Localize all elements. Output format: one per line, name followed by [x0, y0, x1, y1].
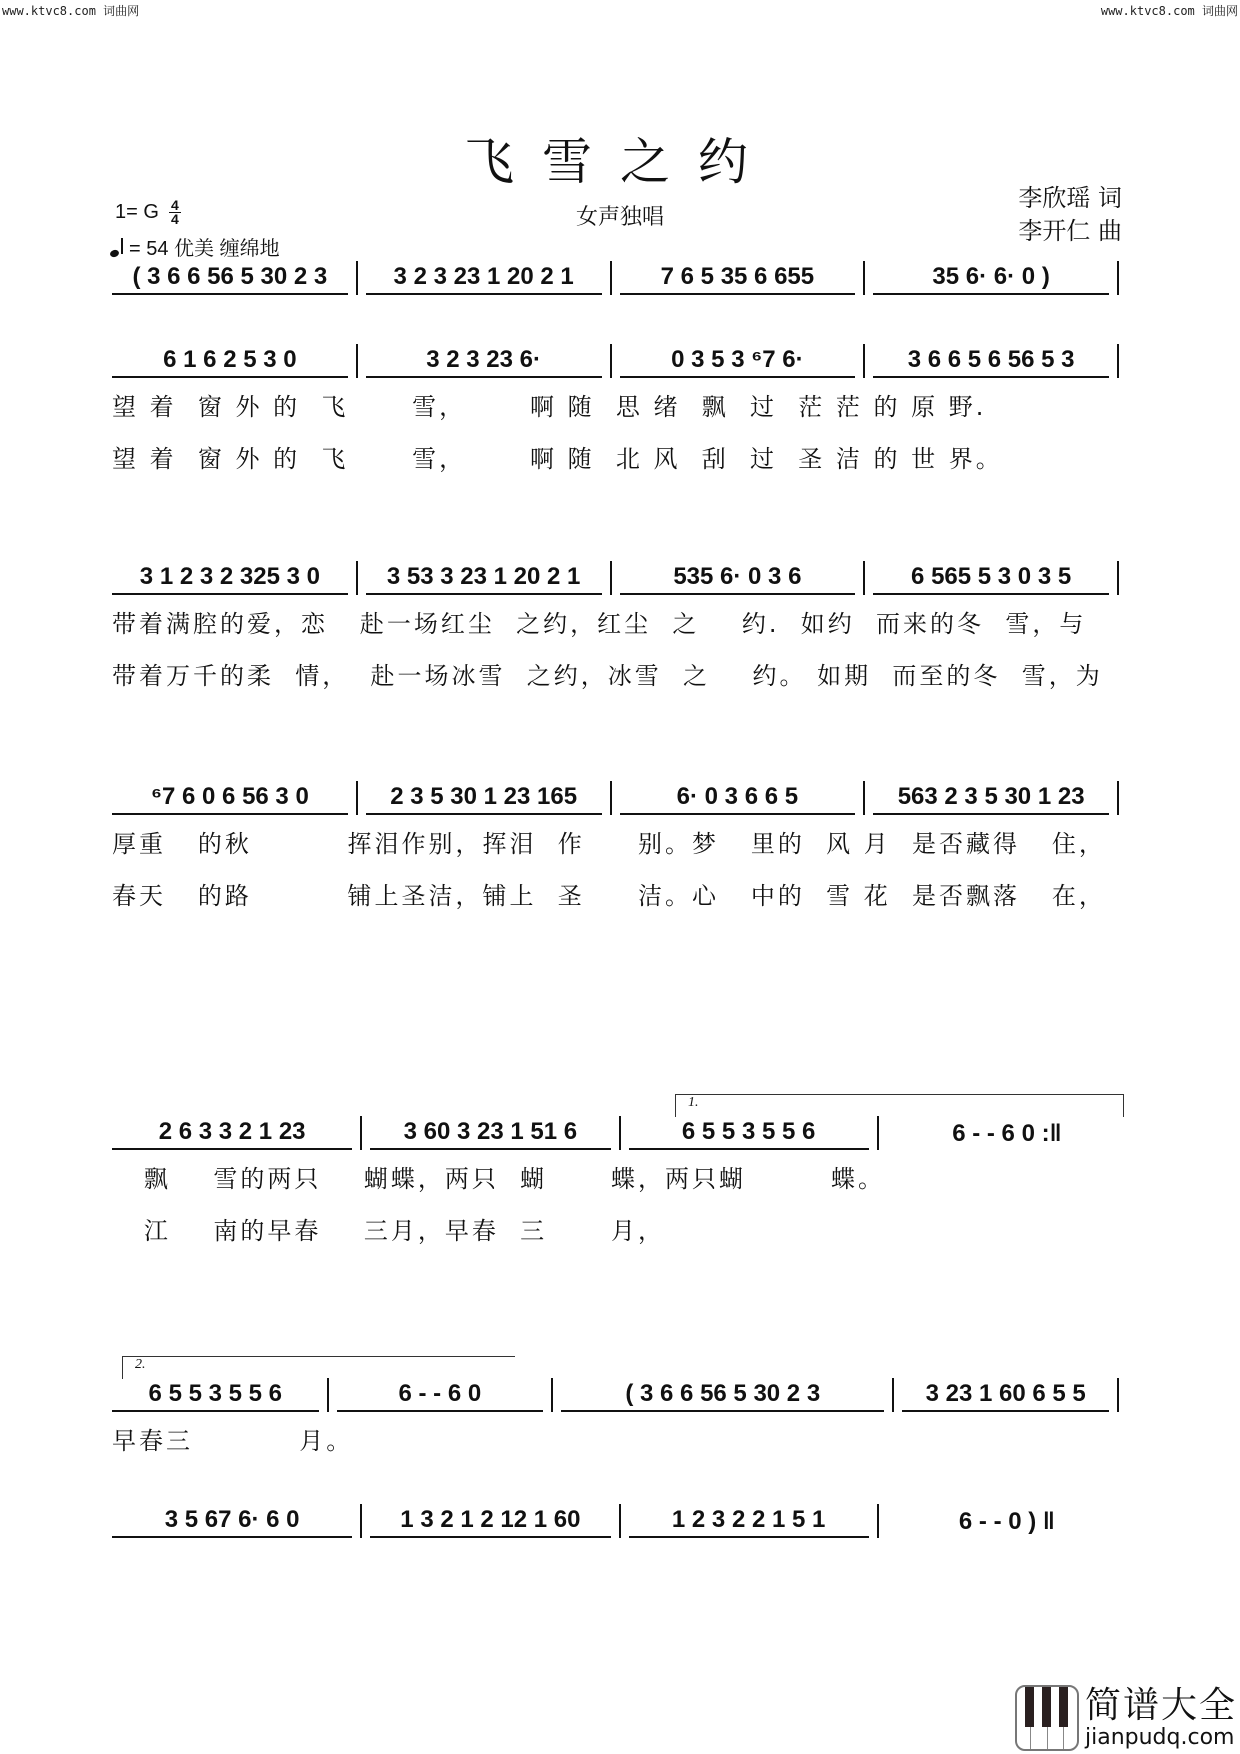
tempo-marking: = 54 优美 缠绵地: [129, 237, 280, 260]
measure: 1 2 3 2 2 1 5 1: [629, 1506, 869, 1538]
volta-2-bracket: 2.: [122, 1356, 515, 1379]
song-title: 飞雪之约: [464, 133, 776, 191]
measure: 3 5 67 6· 6 0: [112, 1506, 352, 1538]
measure: 2 3 5 30 1 23 165: [366, 783, 602, 815]
lyric-verse-1: 带着满腔的爱，恋 赴一场红尘 之约，红尘 之 约. 如约 而来的冬 雪，与: [112, 609, 1087, 638]
watermark-left: www.ktvc8.com 词曲网: [2, 4, 140, 18]
score-system-3: [112, 555, 1127, 699]
logo-text-url: jianpudq.com: [1085, 1724, 1235, 1750]
lyric-verse-2: 江 南的早春 三月，早春 三 月，: [112, 1216, 665, 1245]
measure: 6 - - 0 ) ‖: [958, 1508, 1055, 1535]
measure: ⁶7 6 0 6 56 3 0: [112, 783, 348, 815]
key-signature: 1= G: [115, 200, 159, 223]
measure: 0 3 5 3 ⁶7 6·: [620, 346, 856, 378]
time-sig-bottom: 4: [171, 210, 179, 227]
measure: 7 6 5 35 6 655: [620, 263, 856, 295]
measure: 6· 0 3 6 6 5: [620, 783, 856, 815]
measure: 6 1 6 2 5 3 0: [112, 346, 348, 378]
measure: 3 2 3 23 1 20 2 1: [366, 263, 602, 295]
lyricist: 李欣瑶 词: [1018, 184, 1122, 212]
logo-text-cn: 简谱大全: [1085, 1684, 1238, 1726]
score-system-1: [112, 255, 1127, 295]
score-system-5: [112, 1110, 1127, 1254]
composer: 李开仁 曲: [1018, 217, 1122, 245]
measure: 6 565 5 3 0 3 5: [873, 563, 1109, 595]
credits: [1018, 182, 1122, 248]
piano-keys-icon: [1015, 1685, 1079, 1751]
measure: 6 - - 6 0 :‖: [952, 1120, 1062, 1147]
score-system-2: [112, 338, 1127, 482]
measure: 6 5 5 3 5 5 6: [629, 1118, 869, 1150]
measure: ( 3 6 6 56 5 30 2 3: [561, 1380, 884, 1412]
measure: 6 - - 6 0: [337, 1380, 544, 1412]
measure: 2 6 3 3 2 1 23: [112, 1118, 352, 1150]
watermark-right: www.ktvc8.com 词曲网: [1100, 4, 1238, 18]
lyric-verse-2: 望 着 窗 外 的 飞 雪， 啊 随 北 风 刮 过 圣 洁 的 世 界。: [112, 444, 1003, 473]
lyric-verse-1: 厚重 的秋 挥泪作别，挥泪 作 别。梦 里的 风 月 是否藏得 住，: [112, 829, 1106, 858]
lyric-verse-2: 春天 的路 铺上圣洁，铺上 圣 洁。心 中的 雪 花 是否飘落 在，: [112, 881, 1106, 910]
measure: 3 60 3 23 1 51 6: [370, 1118, 610, 1150]
measure: 3 2 3 23 6·: [366, 346, 602, 378]
score-system-7: [112, 1498, 1127, 1538]
measure: 3 23 1 60 6 5 5: [902, 1380, 1109, 1412]
score-system-4: [112, 775, 1127, 919]
lyric-verse-1: 早春三 月。: [112, 1426, 354, 1455]
measure: 3 1 2 3 2 325 3 0: [112, 563, 348, 595]
time-sig-top: 4: [171, 196, 179, 213]
lyric-verse-1: 飘 雪的两只 蝴蝶，两只 蝴 蝶，两只蝴 蝶。: [112, 1164, 885, 1193]
score-system-6: [112, 1372, 1127, 1464]
measure: 535 6· 0 3 6: [620, 563, 856, 595]
performance-type: 女声独唱: [575, 205, 664, 230]
measure: 1 3 2 1 2 12 1 60: [370, 1506, 610, 1538]
lyric-verse-1: 望 着 窗 外 的 飞 雪， 啊 随 思 绪 飘 过 茫 茫 的 原 野.: [112, 392, 987, 421]
measure: 563 2 3 5 30 1 23: [873, 783, 1109, 815]
lyric-verse-2: 带着万千的柔 情， 赴一场冰雪 之约，冰雪 之 约。 如期 而至的冬 雪，为: [112, 661, 1103, 690]
measure: ( 3 6 6 56 5 30 2 3: [112, 263, 348, 295]
quarter-note-icon: [115, 238, 123, 254]
volta-1-bracket: 1.: [675, 1094, 1124, 1117]
site-logo[interactable]: [1015, 1685, 1237, 1751]
measure: 6 5 5 3 5 5 6: [112, 1380, 319, 1412]
measure: 3 6 6 5 6 56 5 3: [873, 346, 1109, 378]
measure: 3 53 3 23 1 20 2 1: [366, 563, 602, 595]
measure: 35 6· 6· 0 ): [873, 263, 1109, 295]
